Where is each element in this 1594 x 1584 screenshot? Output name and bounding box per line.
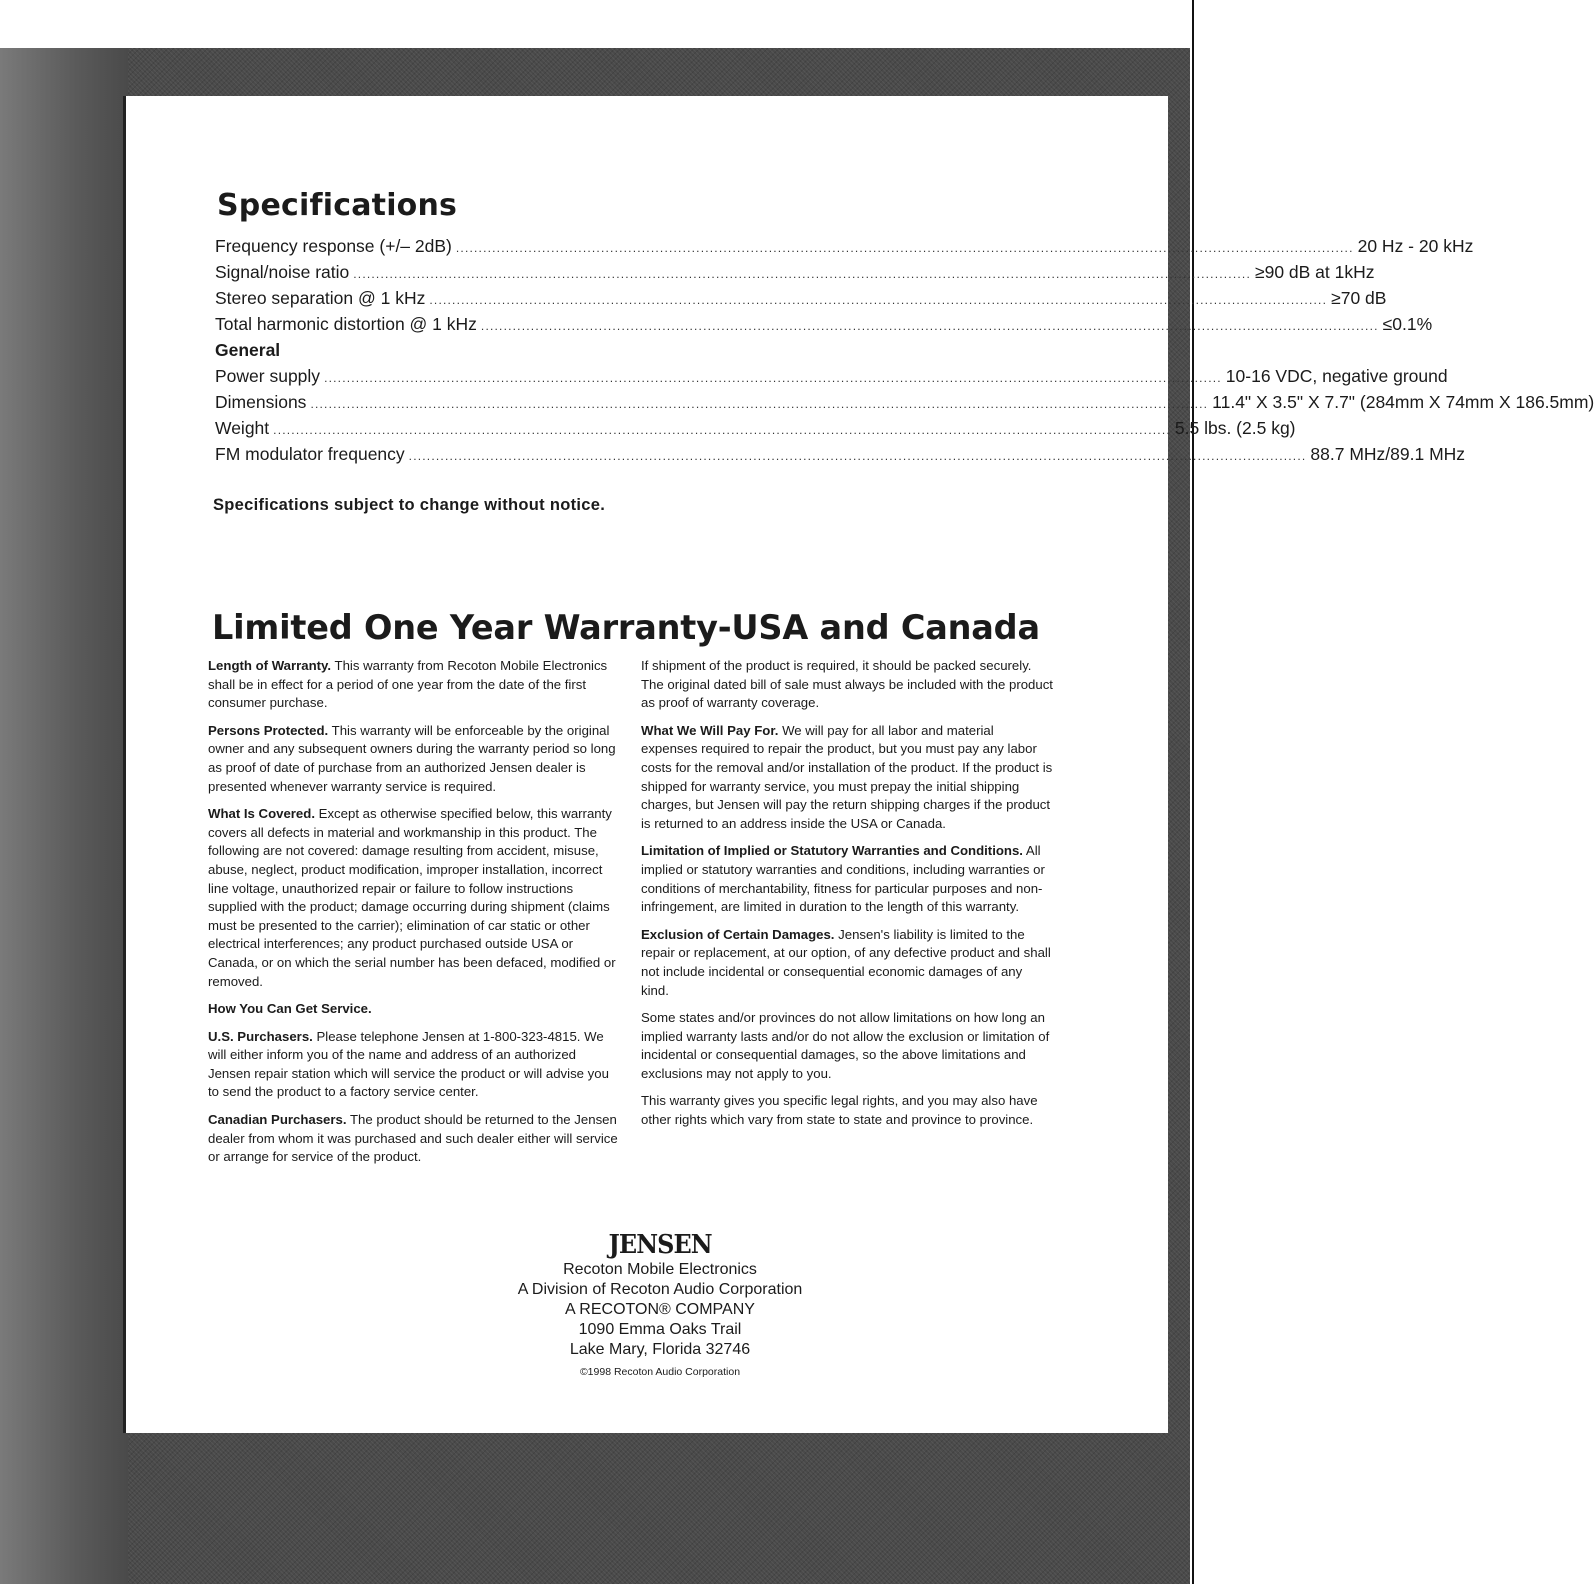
spec-label: Dimensions <box>215 392 307 412</box>
spec-row <box>215 444 1466 470</box>
jensen-logo: JENSEN <box>608 1230 712 1260</box>
spec-row <box>215 418 1296 444</box>
paragraph-heading: U.S. Purchasers. <box>208 1028 313 1044</box>
warranty-paragraph <box>641 1009 1053 1083</box>
warranty-paragraph <box>208 1028 620 1102</box>
leader-dots: ...................................................................................................................................................................................................... <box>310 397 1209 411</box>
leader-dots: ...................................................................................................................................................................................................... <box>324 371 1222 385</box>
spec-value: 5.5 lbs. (2.5 kg) <box>1174 418 1296 438</box>
paragraph-text: This warranty will be enforceable by the original owner and any subsequent owners during the warranty period so long as proof of date of purchase from an authorized Jensen dealer is presented whenever warranty service is required. <box>208 722 616 794</box>
warranty-paragraph <box>208 1000 620 1019</box>
paragraph-heading: Limitation of Implied or Statutory Warranties and Conditions. <box>641 843 1023 859</box>
specifications-list <box>215 236 1594 470</box>
leader-dots: ...................................................................................................................................................................................................... <box>408 449 1307 463</box>
spec-row <box>215 392 1594 418</box>
paragraph-text: Some states and/or provinces do not allow limitations on how long an implied warranty lasts and/or do not allow the exclusion or limitation of incidental or consequential damages, so the above limitations and exclusions may not apply to you. <box>641 1010 1050 1081</box>
spec-label: Total harmonic distortion @ 1 kHz <box>215 314 477 334</box>
leader-dots: ...................................................................................................................................................................................................... <box>429 293 1328 307</box>
footer-line: A Division of Recoton Audio Corporation <box>517 1281 803 1298</box>
specifications-note: Specifications subject to change without notice. <box>213 496 606 514</box>
paragraph-text: This warranty from Recoton Mobile Electronics shall be in effect for a period of one year from the date of the first consumer purchase. <box>208 658 608 711</box>
leader-dots: ...................................................................................................................................................................................................... <box>455 241 1354 255</box>
paragraph-heading: What We Will Pay For. <box>641 722 779 738</box>
general-heading: General <box>215 340 281 360</box>
spec-row <box>215 262 1375 288</box>
warranty-paragraph <box>641 926 1053 1000</box>
paragraph-text: If shipment of the product is required, it should be packed securely. The original dated bill of sale must always be included with the product as proof of warranty coverage. <box>641 658 1053 711</box>
company-footer <box>400 1230 920 1378</box>
spec-row <box>215 314 1433 340</box>
spec-value: 10-16 VDC, negative ground <box>1225 366 1448 386</box>
spec-label: FM modulator frequency <box>215 444 405 464</box>
paragraph-text: This warranty gives you specific legal rights, and you may also have other rights which vary from state to state and province to province. <box>641 1093 1038 1128</box>
spec-row <box>215 366 1448 392</box>
paragraph-heading: Length of Warranty. <box>208 658 332 673</box>
paragraph-heading: What Is Covered. <box>208 806 315 822</box>
paragraph-heading: Canadian Purchasers. <box>208 1112 347 1128</box>
paragraph-text: Except as otherwise specified below, this warranty covers all defects in material and workmanship in this product. The following are not covered: damage resulting from accident, misuse, abuse, neglect, product modification, improper installation, incorrect line voltage, unauthorized repair or failure to follow instructions supplied with the product; damage occurring during shipment (claims must be presented to the carrier); elimination of car static or other electrical interferences; any product purchased outside USA or Canada, or on which the serial number has been defaced, modified or removed. <box>208 806 616 989</box>
spec-label: Signal/noise ratio <box>215 262 350 282</box>
spec-row <box>215 236 1474 262</box>
paragraph-text: Jensen's liability is limited to the repair or replacement, at our option, of any defective product and shall not include incidental or consequential economic damages of any kind. <box>641 926 1051 998</box>
warranty-paragraph <box>641 657 1053 713</box>
warranty-right-column <box>641 657 1053 1139</box>
footer-line: 1090 Emma Oaks Trail <box>578 1321 742 1338</box>
paragraph-heading: Exclusion of Certain Damages. <box>641 926 835 942</box>
paragraph-text: The product should be returned to the Jensen dealer from whom it was purchased and such dealer either will service or arrange for service of the product. <box>208 1112 618 1165</box>
leader-dots: ...................................................................................................................................................................................................... <box>480 319 1379 333</box>
spec-label: Stereo separation @ 1 kHz <box>215 288 426 308</box>
specifications-title: Specifications <box>217 188 458 223</box>
warranty-paragraph <box>208 657 620 713</box>
paragraph-text: We will pay for all labor and material expenses required to repair the product, but you must pay any labor costs for the removal and/or installation of the product. If the product is shipped for warranty service, you must prepay the initial shipping charges, but Jensen will pay the return shipping charges if the product is returned to an address inside the USA or Canada. <box>641 722 1053 831</box>
footer-line: Recoton Mobile Electronics <box>563 1261 757 1278</box>
paragraph-text: All implied or statutory warranties and conditions, including warranties or conditions of merchantability, fitness for particular purposes and non-infringement, are limited in duration to the length of this warranty. <box>641 843 1045 915</box>
warranty-paragraph <box>641 722 1053 834</box>
warranty-paragraph <box>641 842 1053 916</box>
spec-value: 20 Hz - 20 kHz <box>1357 236 1474 256</box>
warranty-paragraph <box>208 722 620 796</box>
spec-row <box>215 288 1387 314</box>
leader-dots: ...................................................................................................................................................................................................... <box>353 267 1251 281</box>
spec-label: Frequency response (+/– 2dB) <box>215 236 452 256</box>
footer-line: A RECOTON® COMPANY <box>565 1301 755 1318</box>
spec-value: ≥90 dB at 1kHz <box>1254 262 1375 282</box>
leader-dots: ...................................................................................................................................................................................................... <box>273 423 1171 437</box>
spec-value: 11.4" X 3.5" X 7.7" (284mm X 74mm X 186.5mm) <box>1212 392 1594 412</box>
warranty-paragraph <box>208 805 620 991</box>
scan-edge-line <box>1192 0 1194 1584</box>
paragraph-text: Please telephone Jensen at 1-800-323-4815. We will either inform you of the name and address of an authorized Jensen repair station which will service the product or will advise you to send the product to a factory service center. <box>208 1028 609 1100</box>
sheet-edge <box>123 96 126 1433</box>
spec-value: ≥70 dB <box>1331 288 1387 308</box>
warranty-left-column <box>208 657 620 1176</box>
warranty-paragraph <box>641 1092 1053 1129</box>
copyright: ©1998 Recoton Audio Corporation <box>579 1366 741 1378</box>
footer-line: Lake Mary, Florida 32746 <box>569 1341 751 1358</box>
spec-label: Power supply <box>215 366 321 386</box>
paragraph-heading: How You Can Get Service. <box>208 1001 372 1017</box>
spec-value: ≤0.1% <box>1382 314 1433 334</box>
spec-value: 88.7 MHz/89.1 MHz <box>1310 444 1466 464</box>
paragraph-heading: Persons Protected. <box>208 722 329 738</box>
spec-label: Weight <box>215 418 270 438</box>
warranty-title: Limited One Year Warranty-USA and Canada <box>212 608 1040 647</box>
warranty-paragraph <box>208 1111 620 1167</box>
